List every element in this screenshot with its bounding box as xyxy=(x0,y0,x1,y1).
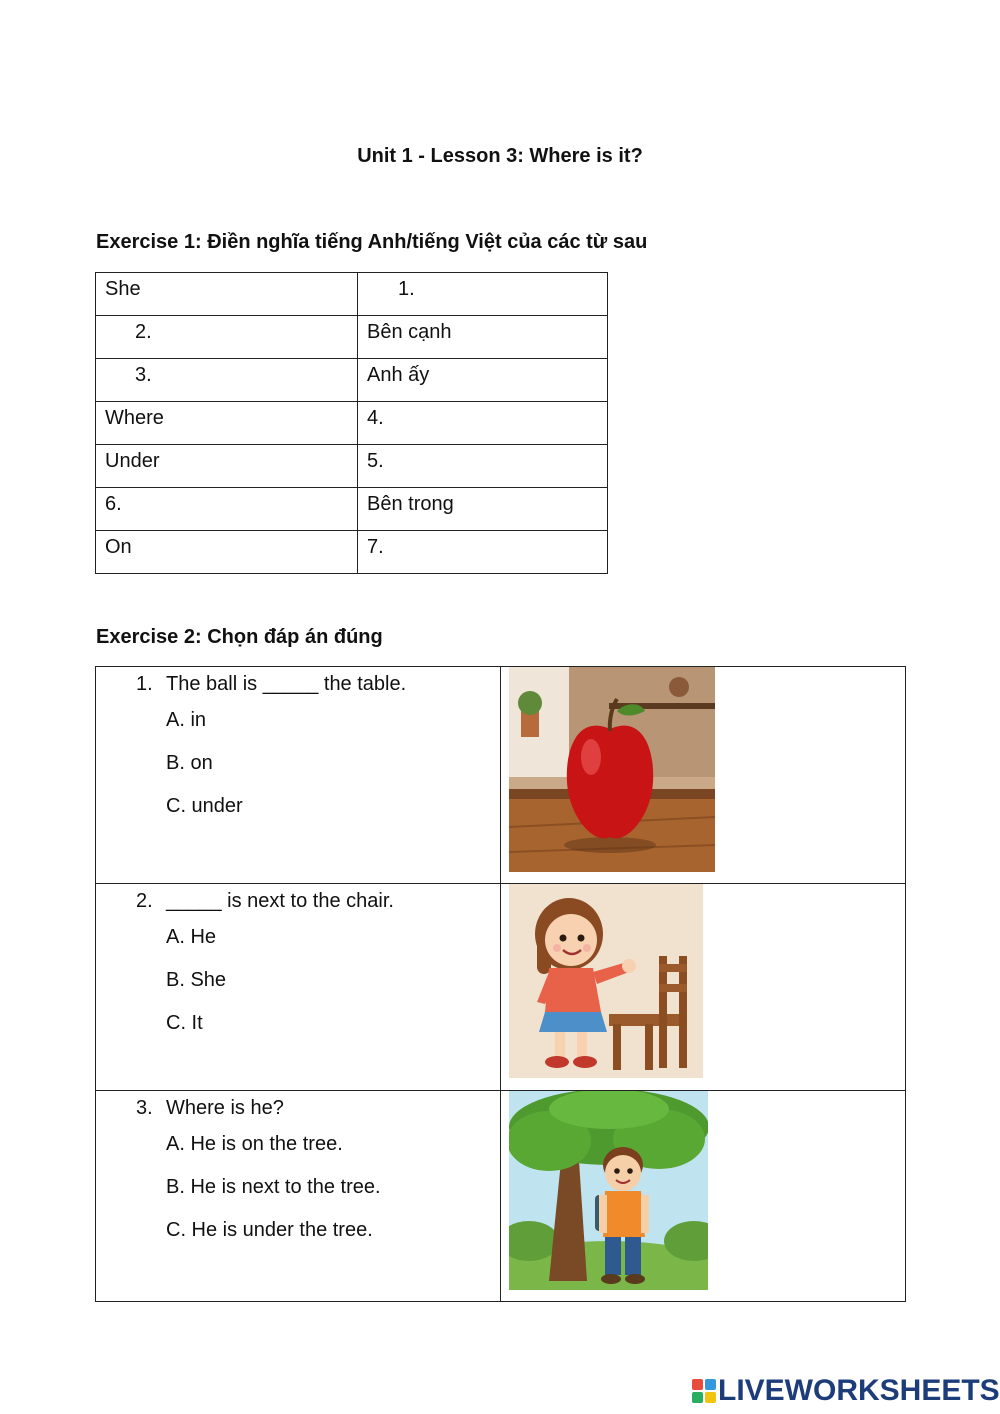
question-text xyxy=(136,669,500,699)
question-cell xyxy=(96,667,501,884)
option-a[interactable]: A. He is on the tree. xyxy=(166,1133,343,1155)
table-row xyxy=(96,359,608,402)
picture-cell xyxy=(501,884,906,1091)
vocab-answer-cell[interactable]: 5. xyxy=(358,445,608,488)
question-row xyxy=(96,667,906,884)
question-number: 1. xyxy=(136,673,153,695)
vocab-answer-cell[interactable]: 1. xyxy=(358,273,608,316)
question-text xyxy=(136,886,500,916)
exercise-2-heading: Exercise 2: Chọn đáp án đúng xyxy=(96,626,383,648)
table-row xyxy=(96,316,608,359)
question-row xyxy=(96,1091,906,1302)
option-b[interactable]: B. He is next to the tree. xyxy=(166,1176,381,1198)
option-c[interactable]: C. He is under the tree. xyxy=(166,1219,373,1241)
liveworksheets-logo xyxy=(692,1374,1000,1408)
option-a[interactable]: A. He xyxy=(166,926,217,948)
question-stem: _____ is next to the chair. xyxy=(166,890,394,912)
option-c[interactable]: C. under xyxy=(166,795,243,817)
option-b[interactable]: B. She xyxy=(166,969,227,991)
option-c[interactable]: C. It xyxy=(166,1012,203,1034)
question-number: 2. xyxy=(136,890,153,912)
vocab-cell: Anh ấy xyxy=(358,359,608,402)
table-row xyxy=(96,402,608,445)
vocab-cell: Under xyxy=(96,445,358,488)
apple-on-table-image xyxy=(509,667,715,872)
table-row xyxy=(96,273,608,316)
vocab-answer-cell[interactable]: 2. xyxy=(96,316,358,359)
page-title: Unit 1 - Lesson 3: Where is it? xyxy=(357,145,643,167)
question-cell xyxy=(96,884,501,1091)
vocab-cell: She xyxy=(96,273,358,316)
vocab-answer-cell[interactable]: 4. xyxy=(358,402,608,445)
question-text xyxy=(136,1093,500,1123)
question-stem: Where is he? xyxy=(166,1097,284,1119)
question-row xyxy=(96,884,906,1091)
girl-next-to-chair-image xyxy=(509,884,703,1078)
vocab-cell: Where xyxy=(96,402,358,445)
vocab-answer-cell[interactable]: 6. xyxy=(96,488,358,531)
boy-under-tree-image xyxy=(509,1091,708,1290)
question-stem: The ball is _____ the table. xyxy=(166,673,407,695)
vocab-cell: On xyxy=(96,531,358,574)
table-row xyxy=(96,488,608,531)
exercise-1-heading: Exercise 1: Điền nghĩa tiếng Anh/tiếng Việt của các từ sau xyxy=(96,231,648,253)
vocabulary-table xyxy=(95,272,608,574)
table-row xyxy=(96,531,608,574)
vocab-answer-cell[interactable]: 3. xyxy=(96,359,358,402)
picture-cell xyxy=(501,667,906,884)
picture-cell xyxy=(501,1091,906,1302)
multiple-choice-table xyxy=(95,666,906,1302)
question-number: 3. xyxy=(136,1097,153,1119)
vocab-cell: Bên trong xyxy=(358,488,608,531)
question-cell xyxy=(96,1091,501,1302)
logo-mark-icon xyxy=(692,1379,716,1403)
vocab-answer-cell[interactable]: 7. xyxy=(358,531,608,574)
vocab-cell: Bên cạnh xyxy=(358,316,608,359)
table-row xyxy=(96,445,608,488)
option-b[interactable]: B. on xyxy=(166,752,213,774)
option-a[interactable]: A. in xyxy=(166,709,207,731)
logo-text: LIVEWORKSHEETS xyxy=(718,1374,1000,1407)
